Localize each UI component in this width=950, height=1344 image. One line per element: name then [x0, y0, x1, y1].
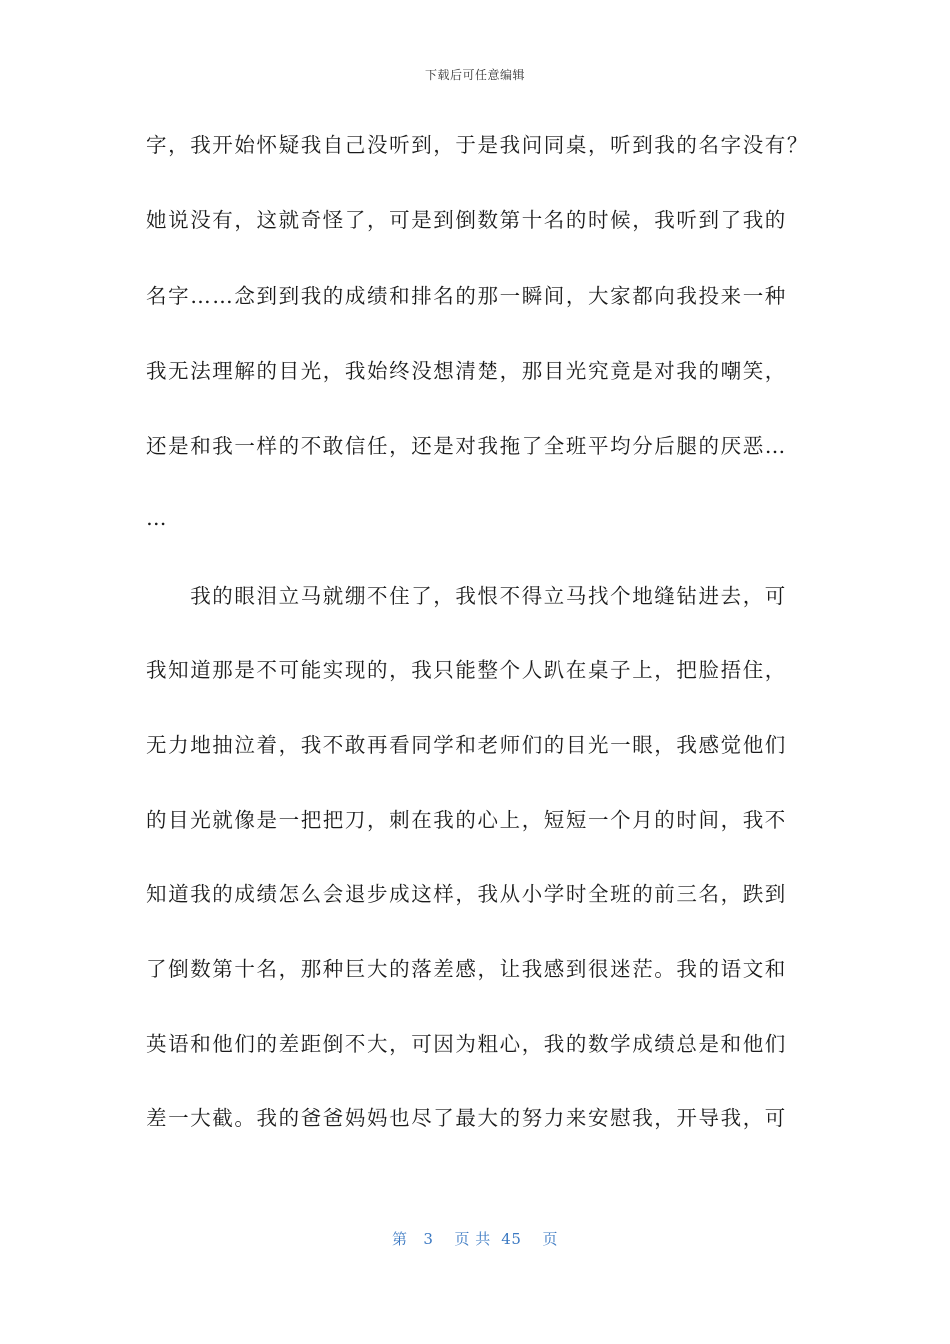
- text-line: 差一大截。我的爸爸妈妈也尽了最大的努力来安慰我，开导我，可: [146, 1106, 787, 1130]
- text-line: 的目光就像是一把把刀，刺在我的心上，短短一个月的时间，我不: [146, 808, 787, 832]
- footer-prefix: 第: [392, 1230, 408, 1248]
- current-page-number: 3: [423, 1230, 434, 1248]
- text-line: 名字……念到到我的成绩和排名的那一瞬间，大家都向我投来一种: [146, 284, 787, 308]
- text-line: 知道我的成绩怎么会退步成这样，我从小学时全班的前三名，跌到: [146, 882, 787, 906]
- text-line: 无力地抽泣着，我不敢再看同学和老师们的目光一眼，我感觉他们: [146, 733, 787, 757]
- text-line: 字，我开始怀疑我自己没听到，于是我问同桌，听到我的名字没有？: [146, 133, 809, 157]
- footer-suffix: 页: [542, 1230, 558, 1248]
- page-header-note: 下载后可任意编辑: [424, 68, 525, 82]
- text-line: 我的眼泪立马就绷不住了，我恨不得立马找个地缝钻进去，可: [146, 584, 787, 608]
- footer-middle: 页 共: [454, 1230, 491, 1248]
- text-line: 了倒数第十名，那种巨大的落差感，让我感到很迷茫。我的语文和: [146, 957, 787, 981]
- text-line: 她说没有，这就奇怪了，可是到倒数第十名的时候，我听到了我的: [146, 208, 787, 232]
- total-pages-number: 45: [501, 1230, 522, 1248]
- text-line: 我无法理解的目光，我始终没想清楚，那目光究竟是对我的嘲笑，: [146, 359, 787, 383]
- text-line: 我知道那是不可能实现的，我只能整个人趴在桌子上，把脸捂住，: [146, 658, 787, 682]
- text-line: …: [146, 506, 169, 530]
- text-line: 还是和我一样的不敢信任，还是对我拖了全班平均分后腿的厌恶…: [146, 434, 787, 458]
- page-number-footer: [0, 1228, 950, 1249]
- text-line: 英语和他们的差距倒不大，可因为粗心，我的数学成绩总是和他们: [146, 1032, 787, 1056]
